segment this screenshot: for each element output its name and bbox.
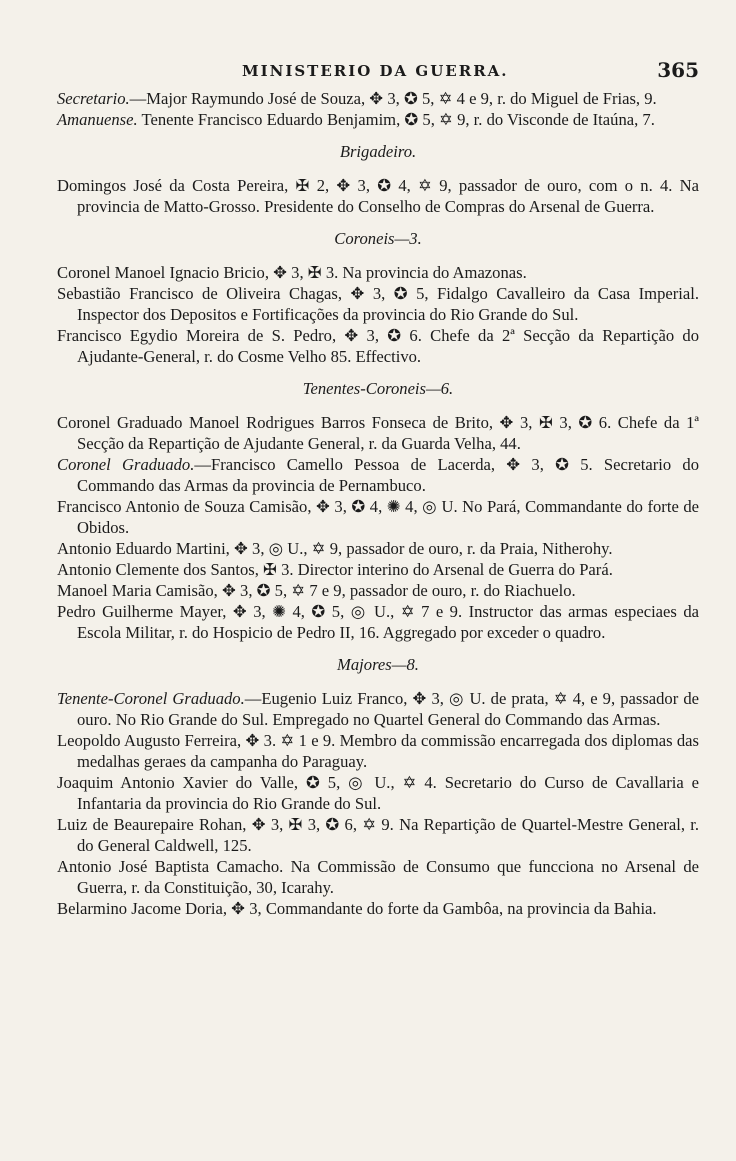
roster-entry: [57, 412, 699, 454]
entry-rank-label: Coronel Graduado.: [57, 455, 195, 474]
section-heading: Majores—8.: [337, 655, 419, 674]
roster-entry: [57, 559, 699, 580]
section-heading: Tenentes-Coroneis—6.: [302, 379, 454, 398]
roster-entry: [57, 325, 699, 367]
entry-rank-label: Amanuense.: [57, 110, 138, 129]
roster-entry: [57, 814, 699, 856]
roster-entry: [57, 580, 699, 601]
roster-entry: [57, 109, 699, 130]
entry-text: Antonio Clemente dos Santos, ✠ 3. Director interino do Arsenal de Guerra do Pará.: [57, 560, 613, 579]
entry-text: Tenente Francisco Eduardo Benjamim, ✪ 5, ✡ 9, r. do Visconde de Itaúna, 7.: [137, 110, 655, 129]
roster-entry: [57, 772, 699, 814]
entry-rank-label: Tenente-Coronel Graduado.: [57, 689, 245, 708]
roster-entry: [57, 898, 699, 919]
entry-rank-label: Secretario.: [57, 89, 130, 108]
entry-text: —Francisco Camello Pessoa de Lacerda, ✥ 3, ✪ 5. Secretario do Commando das Armas da provincia de Pernambuco.: [77, 455, 700, 495]
entry-text: Coronel Manoel Ignacio Bricio, ✥ 3, ✠ 3. Na provincia do Amazonas.: [57, 263, 527, 282]
entry-text: —Eugenio Luiz Franco, ✥ 3, ◎ U. de prata, ✡ 4, e 9, passador de ouro. No Rio Grande do Sul. Empregado no Quartel General do Commando das Armas.: [77, 689, 699, 729]
entry-text: Belarmino Jacome Doria, ✥ 3, Commandante do forte da Gambôa, na provincia da Bahia.: [57, 899, 657, 918]
roster-entry: [57, 730, 699, 772]
entry-text: Antonio Eduardo Martini, ✥ 3, ◎ U., ✡ 9, passador de ouro, r. da Praia, Nitherohy.: [57, 539, 613, 558]
section-heading: Brigadeiro.: [339, 142, 417, 161]
roster-entry: [57, 175, 699, 217]
page-header: [57, 58, 699, 88]
entry-text: Domingos José da Costa Pereira, ✠ 2, ✥ 3, ✪ 4, ✡ 9, passador de ouro, com o n. 4. Na provincia de Matto-Grosso. Presidente do Conselho de Compras do Arsenal de Guerra.: [57, 176, 699, 216]
entry-text: Luiz de Beaurepaire Rohan, ✥ 3, ✠ 3, ✪ 6, ✡ 9. Na Repartição de Quartel-Mestre General, r. do General Caldwell, 125.: [57, 815, 699, 855]
entry-text: Sebastião Francisco de Oliveira Chagas, ✥ 3, ✪ 5, Fidalgo Cavalleiro da Casa Imperial. Inspector dos Depositos e Fortificações da provincia do Rio Grande do Sul.: [57, 284, 699, 324]
roster-entry: [57, 496, 699, 538]
entry-text: —Major Raymundo José de Souza, ✥ 3, ✪ 5, ✡ 4 e 9, r. do Miguel de Frias, 9.: [129, 89, 657, 108]
roster-entry: [57, 688, 699, 730]
entry-text: Leopoldo Augusto Ferreira, ✥ 3. ✡ 1 e 9. Membro da commissão encarregada dos diplomas das medalhas geraes da campanha do Paraguay.: [57, 731, 699, 771]
entry-text: Antonio José Baptista Camacho. Na Commissão de Consumo que funcciona no Arsenal de Guerra, r. da Constituição, 30, Icarahy.: [57, 857, 699, 897]
roster-entry: [57, 538, 699, 559]
roster-entry: [57, 856, 699, 898]
entry-text: Manoel Maria Camisão, ✥ 3, ✪ 5, ✡ 7 e 9, passador de ouro, r. do Riachuelo.: [57, 581, 576, 600]
entry-text: Francisco Antonio de Souza Camisão, ✥ 3, ✪ 4, ✺ 4, ◎ U. No Pará, Commandante do forte de Obidos.: [57, 497, 699, 537]
roster-entry: [57, 262, 699, 283]
roster-entry: [57, 88, 699, 109]
entry-text: Coronel Graduado Manoel Rodrigues Barros Fonseca de Brito, ✥ 3, ✠ 3, ✪ 6. Chefe da 1ª Secção da Repartição de Ajudante General, r. da Guarda Velha, 44.: [57, 413, 699, 453]
page-content: [57, 88, 699, 919]
page-number: 365: [657, 58, 699, 82]
page-title: MINISTERIO DA GUERRA.: [242, 62, 509, 80]
roster-entry: [57, 601, 699, 643]
entry-text: Francisco Egydio Moreira de S. Pedro, ✥ 3, ✪ 6. Chefe da 2ª Secção da Repartição do Ajudante-General, r. do Cosme Velho 85. Effectivo.: [57, 326, 699, 366]
roster-entry: [57, 454, 699, 496]
roster-entry: [57, 283, 699, 325]
section-heading: Coroneis—3.: [334, 229, 422, 248]
entry-text: Joaquim Antonio Xavier do Valle, ✪ 5, ◎ U., ✡ 4. Secretario do Curso de Cavallaria e Infantaria da provincia do Rio Grande do Sul.: [57, 773, 699, 813]
document-page: [57, 58, 699, 919]
entry-text: Pedro Guilherme Mayer, ✥ 3, ✺ 4, ✪ 5, ◎ U., ✡ 7 e 9. Instructor das armas especiaes da Escola Militar, r. do Hospicio de Pedro II, 16. Aggregado por exceder o quadro.: [57, 602, 699, 642]
